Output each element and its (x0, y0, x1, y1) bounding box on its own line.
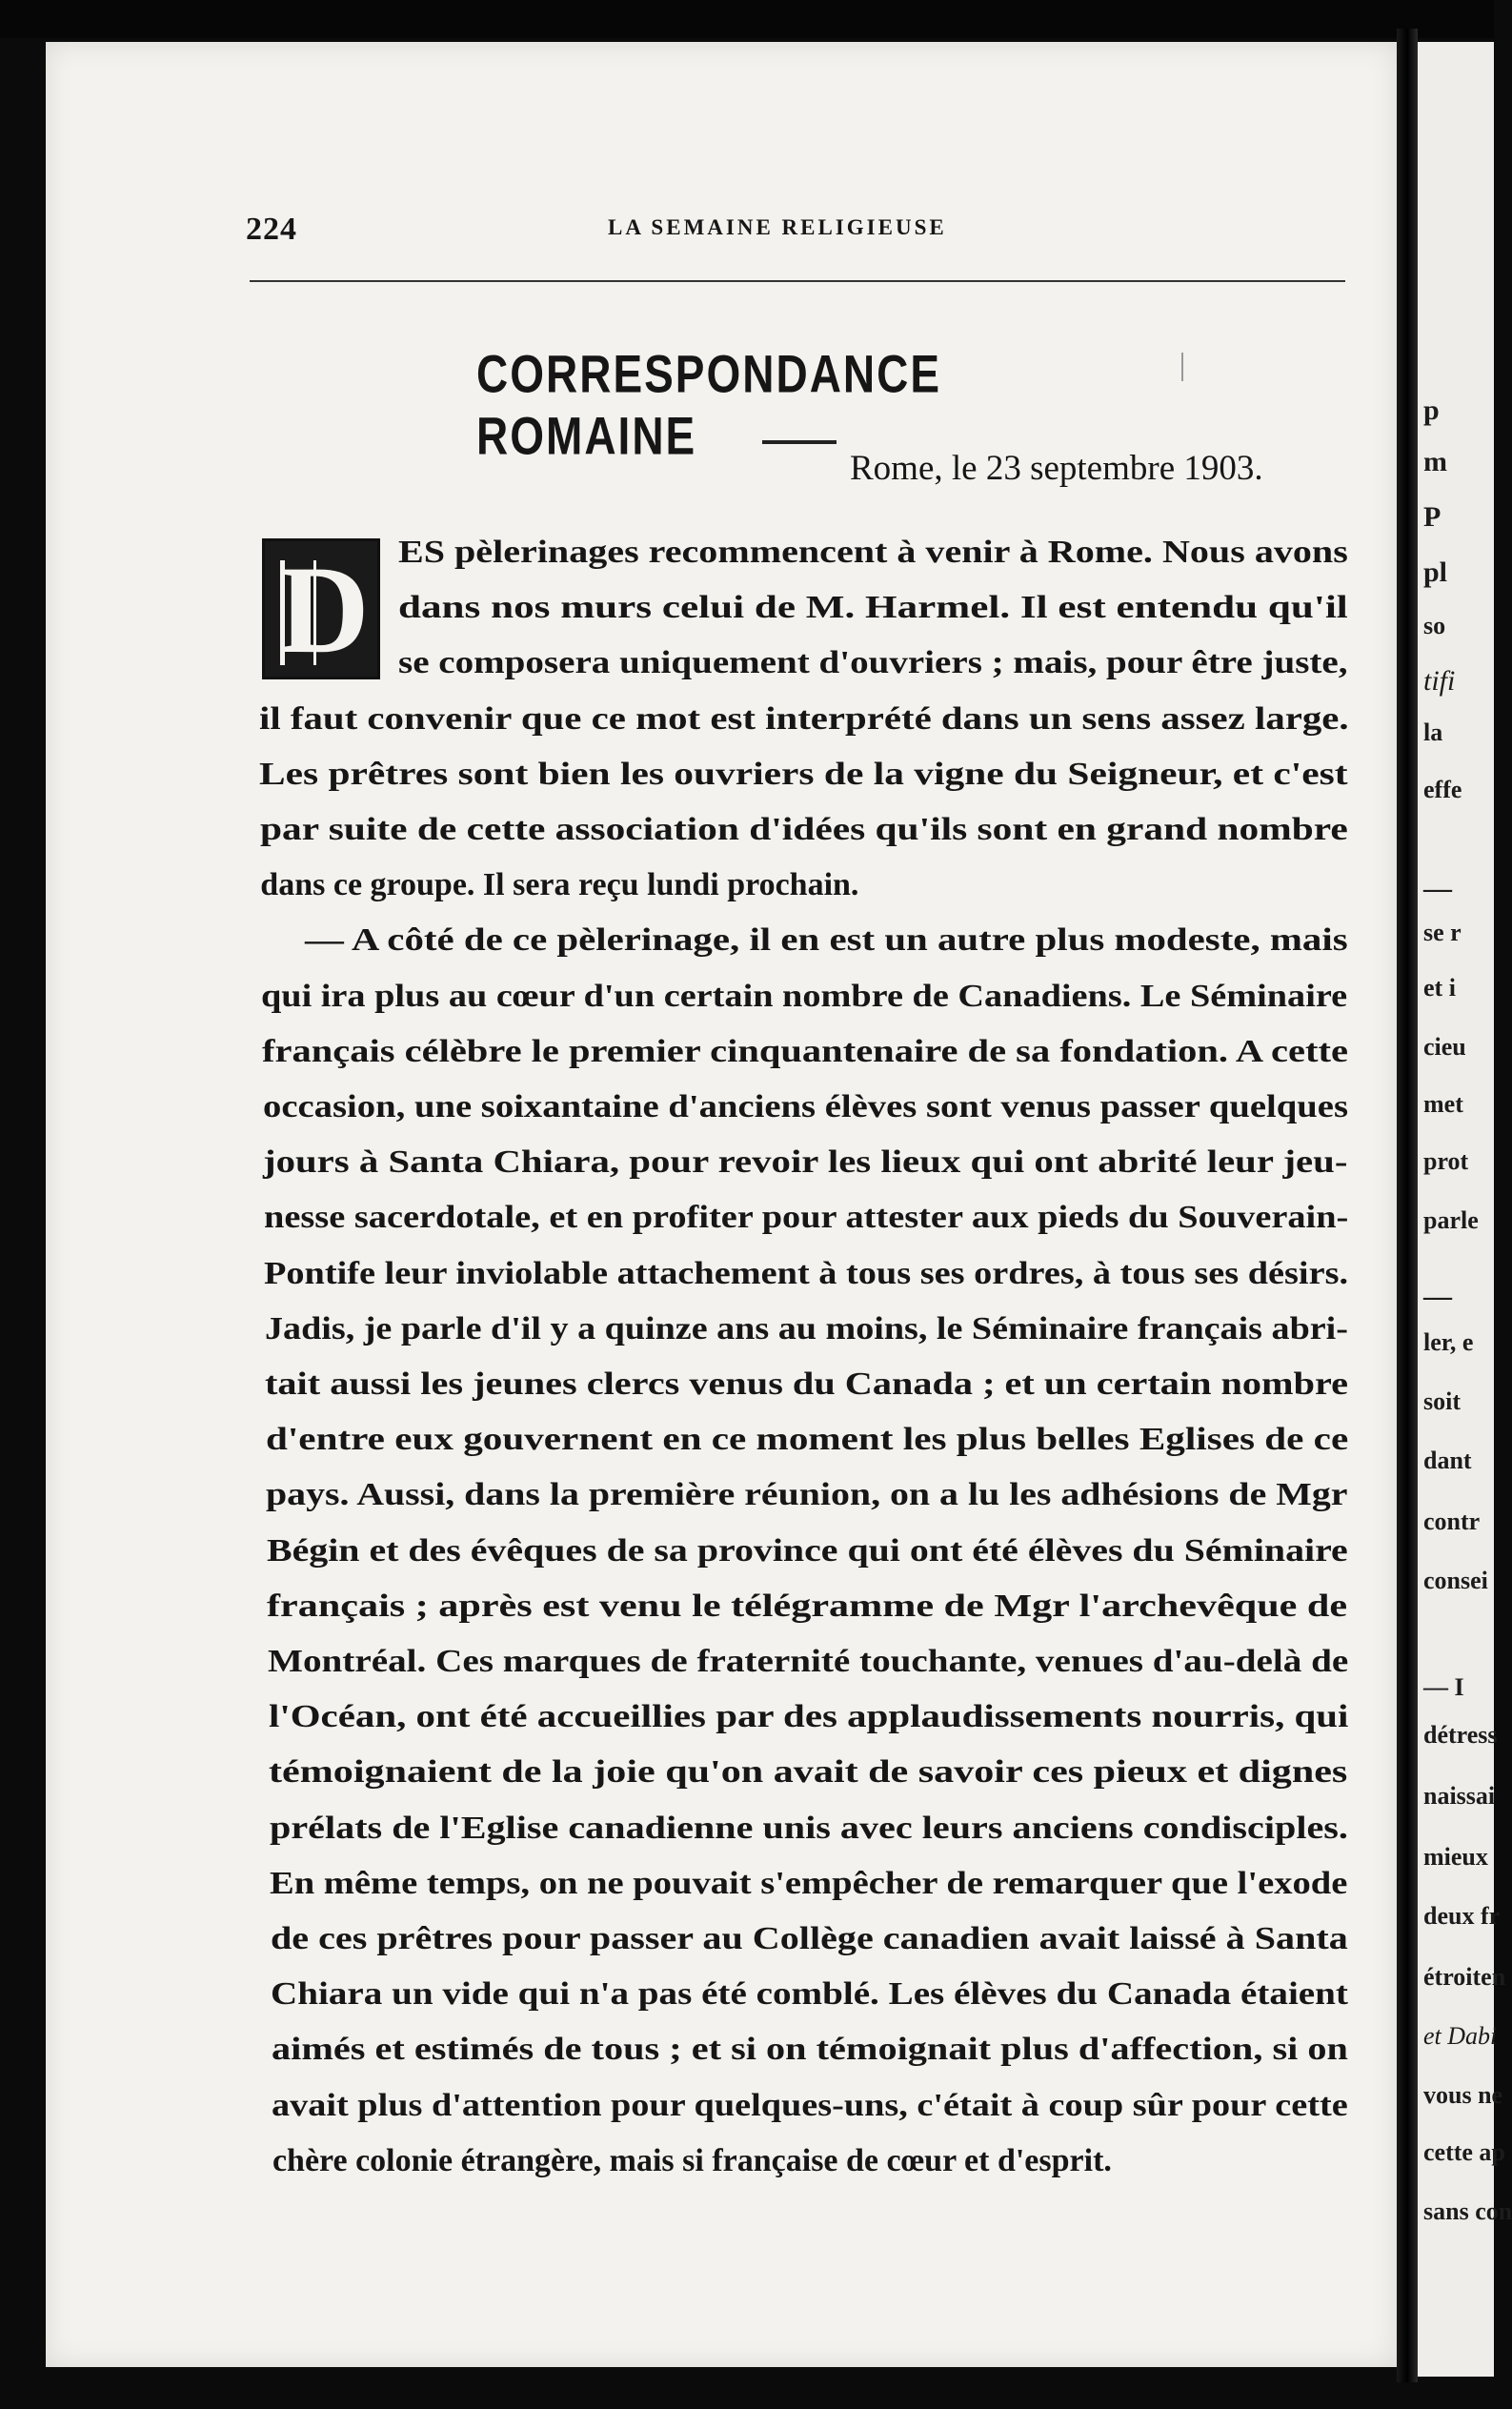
book-page-right (1418, 42, 1512, 2377)
text-line: se composera uniquement d'ouvriers ; mais, pour être juste, (398, 645, 1348, 681)
journal-title: LA SEMAINE RELIGIEUSE (608, 215, 947, 239)
text-line: — A côté de ce pèlerinage, il en est un autre plus modeste, mais (305, 922, 1348, 959)
facing-fragment: m (1423, 446, 1447, 477)
facing-fragment: — I (1423, 1673, 1464, 1701)
page-number: 224 (246, 212, 297, 247)
facing-fragment: cette ap (1423, 2138, 1505, 2166)
text-line: Chiara un vide qui n'a pas été comblé. Les élèves du Canada étaient (271, 1976, 1349, 2013)
text-line: qui ira plus au cœur d'un certain nombre de Canadiens. Le Séminaire (261, 978, 1348, 1014)
facing-fragment: prot (1423, 1147, 1469, 1175)
text-line: occasion, une soixantaine d'anciens élèves sont venus passer quelques (262, 1089, 1348, 1124)
facing-fragment: P (1423, 501, 1441, 533)
facing-fragment: naissai (1423, 1782, 1496, 1810)
facing-fragment: sans con (1423, 2197, 1512, 2225)
facing-fragment: ler, e (1423, 1328, 1474, 1356)
text-line: prélats de l'Eglise canadienne unis avec leurs anciens condisciples. (269, 1810, 1348, 1846)
facing-fragment: pl (1423, 557, 1448, 588)
text-line: jours à Santa Chiara, pour revoir les lieux qui ont abrité leur jeu- (263, 1144, 1348, 1181)
book-gutter (1397, 29, 1418, 2382)
facing-fragment: vous ne (1423, 2081, 1503, 2109)
scan-border (0, 0, 1494, 38)
running-head (246, 212, 1341, 259)
facing-fragment: p (1423, 395, 1440, 426)
header-rule (250, 280, 1345, 282)
ornamental-drop-cap (262, 538, 380, 679)
text-line: Jadis, je parle d'il y a quinze ans au moins, le Séminaire français abri- (264, 1310, 1348, 1346)
facing-fragment: et Dabi (1423, 2022, 1498, 2050)
facing-fragment: la (1423, 719, 1443, 746)
facing-fragment: et i (1423, 974, 1456, 1002)
facing-fragment: met (1423, 1090, 1463, 1118)
text-line: tait aussi les jeunes clercs venus du Canada ; et un certain nombre (265, 1366, 1349, 1402)
text-line: En même temps, on ne pouvait s'empêcher de remarquer que l'exode (270, 1865, 1348, 1901)
text-line: nesse sacerdotale, et en profiter pour attester aux pieds du Souverain- (263, 1200, 1348, 1236)
text-line: de ces prêtres pour passer au Collège canadien avait laissé à Santa (270, 1921, 1348, 1956)
page-mark (1181, 353, 1189, 381)
title-separator (762, 440, 837, 444)
text-line: Bégin et des évêques de sa province qui ont été élèves du Séminaire (266, 1532, 1348, 1569)
facing-fragment: étroiten (1423, 1963, 1506, 1991)
facing-fragment: consei (1423, 1567, 1488, 1594)
text-line: témoignaient de la joie qu'on avait de savoir ces pieux et dignes (269, 1754, 1348, 1791)
text-line: Pontife leur inviolable attachement à tous ses ordres, à tous ses désirs. (264, 1255, 1349, 1291)
facing-fragment: so (1423, 612, 1446, 639)
drop-cap-letter: D (278, 539, 370, 679)
facing-fragment: tifi (1423, 665, 1456, 697)
text-line: Montréal. Ces marques de fraternité touchante, venues d'au-delà de (268, 1644, 1349, 1679)
text-line: français célèbre le premier cinquantenaire de sa fondation. A cette (261, 1033, 1348, 1069)
text-line: il faut convenir que ce mot est interprété dans un sens assez large. (258, 700, 1349, 737)
facing-fragment: se r (1423, 919, 1462, 946)
text-line: d'entre eux gouvernent en ce moment les plus belles Eglises de ce (265, 1422, 1349, 1458)
facing-fragment: dant (1423, 1447, 1472, 1474)
text-line: pays. Aussi, dans la première réunion, on a lu les adhésions de Mgr (266, 1477, 1348, 1513)
facing-fragment: contr (1423, 1508, 1481, 1535)
text-line: dans nos murs celui de M. Harmel. Il est entendu qu'il (398, 590, 1348, 626)
text-line: aimés et estimés de tous ; et si on témoignait plus d'affection, si on (271, 2032, 1348, 2068)
facing-fragment: deux fr (1423, 1902, 1501, 1930)
facing-fragment: — (1423, 1281, 1452, 1312)
facing-fragment: — (1423, 873, 1452, 904)
facing-fragment: parle (1423, 1206, 1479, 1234)
text-line: ES pèlerinages recommencent à venir à Rome. Nous avons (398, 535, 1348, 570)
facing-fragment: effe (1423, 776, 1462, 803)
text-line: dans ce groupe. Il sera reçu lundi prochain. (260, 867, 859, 903)
facing-fragment: soit (1423, 1387, 1461, 1415)
text-line: par suite de cette association d'idées qu'ils sont en grand nombre (259, 812, 1348, 847)
text-line: français ; après est venu le télégramme de Mgr l'archevêque de (267, 1588, 1348, 1624)
text-line: Les prêtres sont bien les ouvriers de la vigne du Seigneur, et c'est (259, 756, 1348, 792)
facing-fragment: mieux (1423, 1843, 1488, 1871)
article-title: CORRESPONDANCE ROMAINE (476, 344, 942, 466)
facing-fragment: cieu (1423, 1033, 1466, 1061)
text-line: chère colonie étrangère, mais si française de cœur et d'esprit. (272, 2142, 1112, 2178)
text-line: avait plus d'attention pour quelques-uns, c'était à coup sûr pour cette (272, 2087, 1349, 2123)
text-line: l'Océan, ont été accueillies par des applaudissements nourris, qui (268, 1699, 1348, 1735)
facing-fragment: détress (1423, 1721, 1498, 1749)
dateline: Rome, le 23 septembre 1903. (850, 449, 1263, 488)
